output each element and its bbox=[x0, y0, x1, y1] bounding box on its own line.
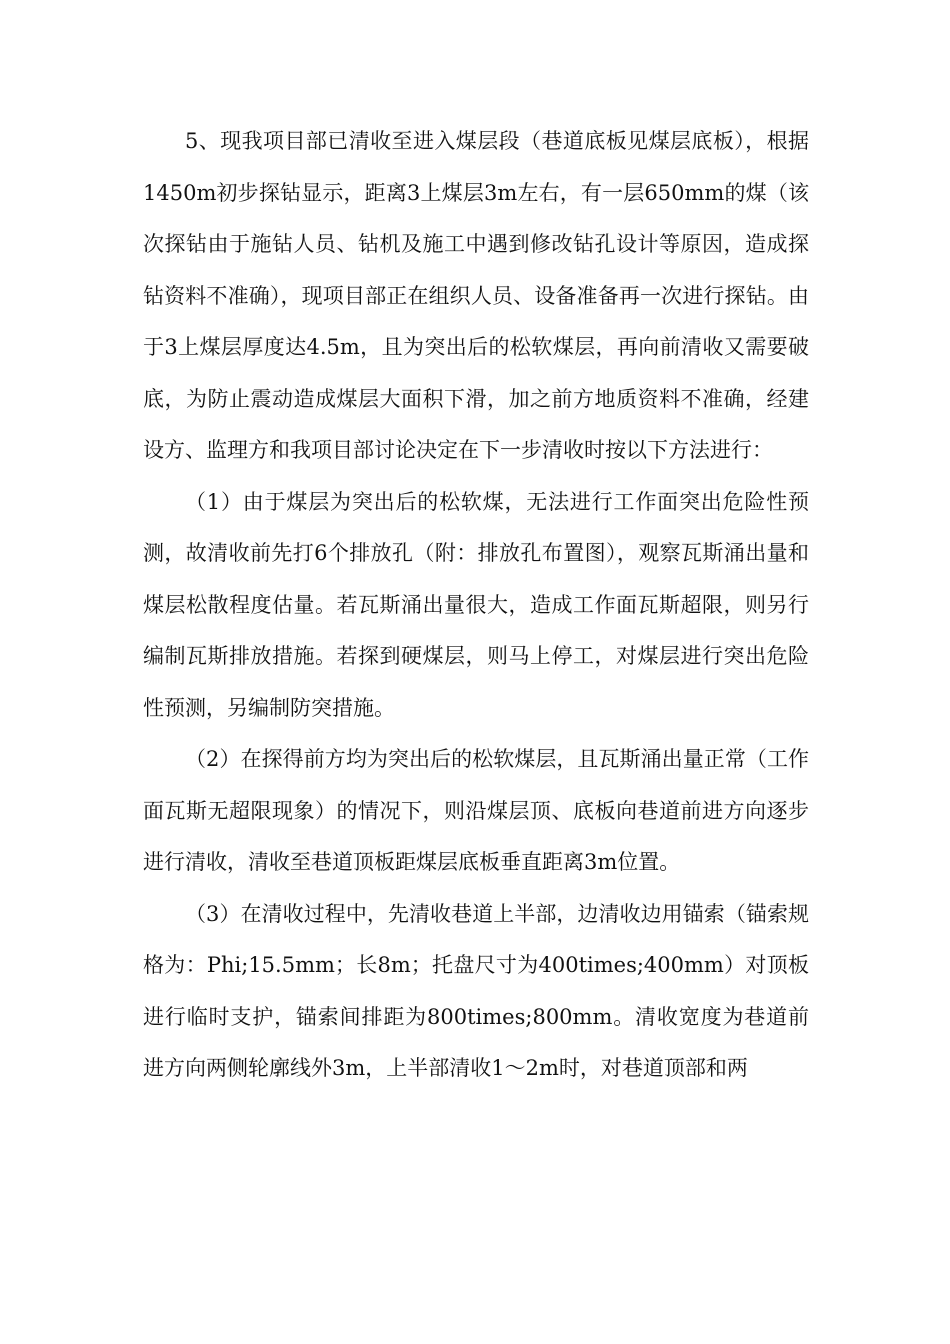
paragraph-step-3: （3）在清收过程中，先清收巷道上半部，边清收边用锚索（锚索规格为：Phi;15.5mm；长8m；托盘尺寸为400times;400mm）对顶板进行临时支护，锚索间排距为800times;800mm。清收宽度为巷道前进方向两侧轮廓线外3m，上半部清收1～2m时，对巷道顶部和两 bbox=[143, 901, 809, 1080]
document-body bbox=[143, 116, 809, 1095]
paragraph-intro: 5、现我项目部已清收至进入煤层段（巷道底板见煤层底板），根据1450m初步探钻显示，距离3上煤层3m左右，有一层650mm的煤（该次探钻由于施钻人员、钻机及施工中遇到修改钻孔设计等原因，造成探钻资料不准确），现项目部正在组织人员、设备准备再一次进行探钻。由于3上煤层厚度达4.5m，且为突出后的松软煤层，再向前清收又需要破底，为防止震动造成煤层大面积下滑，加之前方地质资料不准确，经建设方、监理方和我项目部讨论决定在下一步清收时按以下方法进行： bbox=[143, 129, 809, 462]
paragraph-step-1: （1）由于煤层为突出后的松软煤，无法进行工作面突出危险性预测，故清收前先打6个排放孔（附：排放孔布置图），观察瓦斯涌出量和煤层松散程度估量。若瓦斯涌出量很大，造成工作面瓦斯超限，则另行编制瓦斯排放措施。若探到硬煤层，则马上停工，对煤层进行突出危险性预测，另编制防突措施。 bbox=[143, 489, 809, 720]
paragraph-step-2: （2）在探得前方均为突出后的松软煤层，且瓦斯涌出量正常（工作面瓦斯无超限现象）的情况下，则沿煤层顶、底板向巷道前进方向逐步进行清收，清收至巷道顶板距煤层底板垂直距离3m位置。 bbox=[143, 747, 809, 874]
